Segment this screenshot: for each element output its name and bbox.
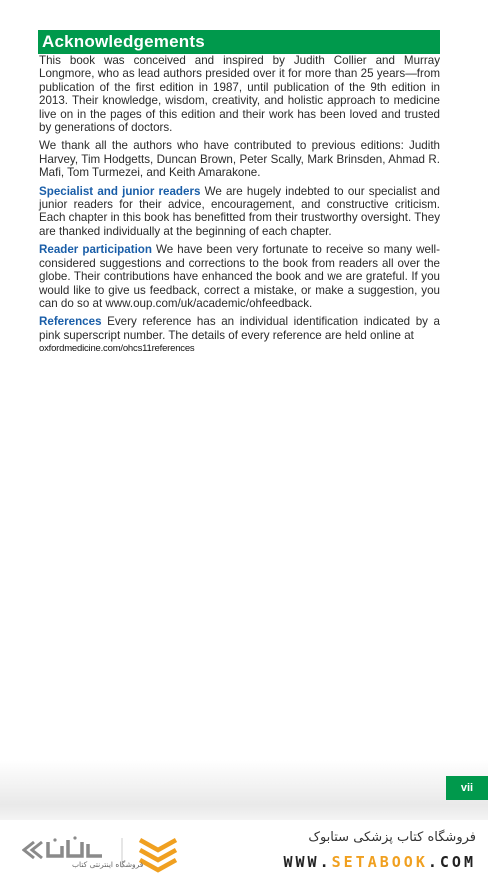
store-url-suffix: .COM bbox=[427, 853, 476, 871]
page-title: Acknowledgements bbox=[42, 32, 205, 51]
logo-tagline: فروشگاه اینترنتی کتاب bbox=[72, 860, 144, 869]
references-paragraph bbox=[39, 315, 440, 355]
specialist-readers-text: We are hugely indebted to our specialist and junior readers for their advice, encouragement, and constructive criticism. Each chapter in this book has benefitted from their trustworthy oversight. They are thanked individually at the beginning of each chapter. bbox=[39, 184, 440, 238]
specialist-readers-heading: Specialist and junior readers bbox=[39, 184, 201, 198]
store-name: فروشگاه کتاب پزشکی ستابوک bbox=[308, 830, 476, 845]
reader-participation-heading: Reader participation bbox=[39, 243, 152, 257]
references-text: Every reference has an individual identification indicated by a pink superscript number. The details of every reference are held online at bbox=[39, 315, 440, 342]
references-heading: References bbox=[39, 315, 102, 329]
page-number: vii bbox=[446, 776, 488, 800]
thanks-paragraph: We thank all the authors who have contributed to previous editions: Judith Harvey, Tim Hodgetts, Duncan Brown, Peter Scally, Mark Brinsden, Ahmad R. Mafi, Tom Turmezei, and Keith Amarakone. bbox=[39, 139, 440, 180]
references-url: oxfordmedicine.com/ohcs11references bbox=[39, 343, 195, 355]
specialist-readers-paragraph bbox=[39, 185, 440, 239]
store-url-prefix: WWW. bbox=[283, 853, 332, 871]
store-url-accent: SETABOOK bbox=[331, 853, 428, 871]
acknowledgements-body bbox=[39, 54, 440, 361]
reader-participation-text: We have been very fortunate to receive so many well-considered suggestions and corrections to the book from readers all over the globe. Their contributions have enhanced the book and we are grateful. If you would like to give us feedback, correct a mistake, or make a suggestion, you can do so at www.oup.com/uk/academic/ohfeedback. bbox=[39, 243, 440, 310]
store-logo[interactable] bbox=[22, 834, 192, 874]
section-header bbox=[38, 30, 440, 54]
intro-paragraph: This book was conceived and inspired by Judith Collier and Murray Longmore, who as lead authors presided over it for more than 25 years—from publication of the first edition in 1987, until publication of the 9th edition in 2013. Their knowledge, wisdom, creativity, and holistic approach to medicine live on in the pages of this edition and their work has been loved and trusted by generations of doctors. bbox=[39, 54, 440, 135]
reader-participation-paragraph bbox=[39, 243, 440, 310]
store-footer bbox=[0, 820, 488, 878]
store-url-link[interactable] bbox=[284, 853, 477, 871]
